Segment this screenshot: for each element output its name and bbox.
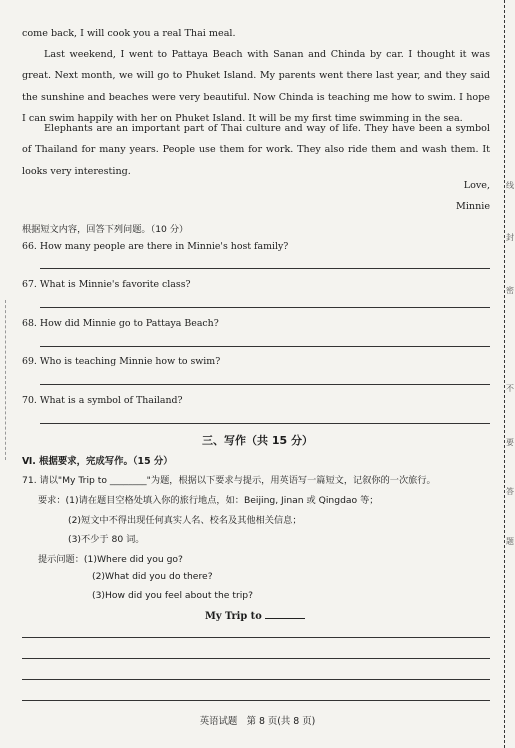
writing-line[interactable] bbox=[22, 700, 490, 701]
hint-3: (3)How did you feel about the trip? bbox=[92, 590, 253, 601]
margin-char: 密 bbox=[506, 286, 514, 295]
answer-line-67[interactable] bbox=[40, 307, 490, 308]
letter-paragraph-2: Elephants are an important part of Thai culture and way of life. They have been a symbol of Thailand for many years. People use them for work. They also ride them and wash them. It looks very interesting. bbox=[22, 123, 490, 177]
section-title: 三、写作（共 15 分） bbox=[202, 434, 313, 447]
letter-closing: Love, bbox=[463, 180, 490, 191]
writing-line[interactable] bbox=[22, 658, 490, 659]
hint-2: (2)What did you do there? bbox=[92, 571, 213, 582]
margin-char: 线 bbox=[506, 181, 514, 190]
writing-subtitle: Ⅵ. 根据要求，完成写作。（15 分） bbox=[22, 456, 173, 467]
writing-line[interactable] bbox=[22, 637, 490, 638]
page-footer: 英语试题 第 8 页(共 8 页) bbox=[199, 716, 316, 727]
requirement-2: (2)短文中不得出现任何真实人名、校名及其他相关信息； bbox=[68, 515, 302, 526]
question-66: 66. How many people are there in Minnie's host family? bbox=[22, 241, 289, 252]
letter-line-0: come back, I will cook you a real Thai meal. bbox=[22, 28, 236, 39]
letter-signature: Minnie bbox=[456, 201, 490, 212]
question-69: 69. Who is teaching Minnie how to swim? bbox=[22, 356, 221, 367]
reading-instruction: 根据短文内容，回答下列问题。（10 分） bbox=[22, 224, 189, 235]
answer-line-69[interactable] bbox=[40, 384, 490, 385]
margin-char: 不 bbox=[506, 384, 514, 393]
essay-title-text: My Trip to bbox=[205, 611, 262, 622]
answer-line-68[interactable] bbox=[40, 346, 490, 347]
requirement-1: 要求：(1)请在题目空格处填入你的旅行地点，如：Beijing, Jinan 或 Qingdao 等； bbox=[38, 495, 379, 506]
requirement-3: (3)不少于 80 词。 bbox=[68, 534, 145, 545]
seal-cut-line bbox=[504, 0, 505, 748]
margin-char: 封 bbox=[506, 233, 514, 242]
essay-title-blank[interactable] bbox=[265, 609, 305, 619]
question-67: 67. What is Minnie's favorite class? bbox=[22, 279, 191, 290]
question-70: 70. What is a symbol of Thailand? bbox=[22, 395, 183, 406]
answer-line-66[interactable] bbox=[40, 268, 490, 269]
question-68: 68. How did Minnie go to Pattaya Beach? bbox=[22, 318, 219, 329]
margin-char: 答 bbox=[506, 487, 514, 496]
writing-prompt: 71. 请以"My Trip to ________"为题，根据以下要求与提示，用英语写一篇短文，记叙你的一次旅行。 bbox=[22, 475, 436, 486]
hint-1: 提示问题：(1)Where did you go? bbox=[38, 554, 183, 565]
writing-line[interactable] bbox=[22, 679, 490, 680]
margin-char: 要 bbox=[506, 438, 514, 447]
letter-paragraph-1: Last weekend, I went to Pattaya Beach with Sanan and Chinda by car. I thought it was great. Next month, we will go to Phuket Island. My parents went there last year, and they said the sunshine and beaches were very beautiful. Now Chinda is teaching me how to swim. I hope I can swim happily with her on Phuket Island. It will be my first time swimming in the sea. bbox=[22, 49, 490, 125]
essay-title bbox=[205, 609, 305, 622]
answer-line-70[interactable] bbox=[40, 423, 490, 424]
margin-char: 题 bbox=[506, 537, 514, 546]
